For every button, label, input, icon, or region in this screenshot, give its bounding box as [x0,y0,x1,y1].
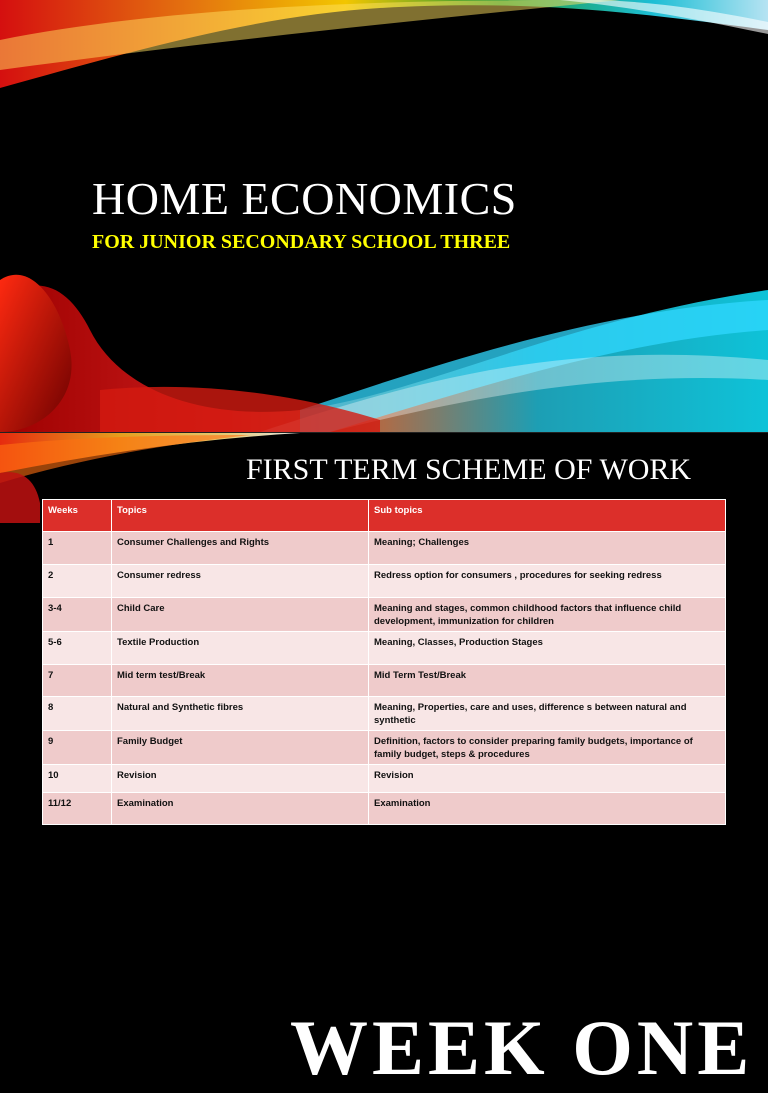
cell-week: 3-4 [43,598,112,632]
cell-week: 10 [43,765,112,793]
table-header-row [43,500,726,532]
cell-topic: Textile Production [112,632,369,665]
title-slide [0,0,768,432]
table-row [43,532,726,565]
table-row [43,765,726,793]
next-slide-title-partial: WEEK ONE [290,1004,754,1091]
cell-topic: Consumer Challenges and Rights [112,532,369,565]
table-row [43,793,726,825]
cell-topic: Examination [112,793,369,825]
cell-subtopic: Meaning, Properties, care and uses, difference s between natural and synthetic [369,697,726,731]
cell-subtopic: Examination [369,793,726,825]
scheme-title: FIRST TERM SCHEME OF WORK [246,453,692,486]
slide-subtitle: FOR JUNIOR SECONDARY SCHOOL THREE [92,231,511,253]
scheme-table [42,499,726,825]
cell-subtopic: Definition, factors to consider preparing family budgets, importance of family budget, steps & procedures [369,731,726,765]
table-row [43,632,726,665]
header-weeks: Weeks [43,500,112,532]
scheme-of-work-slide [0,433,768,1091]
cell-subtopic: Meaning and stages, common childhood factors that influence child development, immunization for children [369,598,726,632]
table-row [43,665,726,697]
cell-week: 2 [43,565,112,598]
cell-subtopic: Meaning, Classes, Production Stages [369,632,726,665]
slide-title: HOME ECONOMICS [92,173,517,224]
cell-week: 11/12 [43,793,112,825]
cell-topic: Mid term test/Break [112,665,369,697]
table-row [43,697,726,731]
cell-topic: Family Budget [112,731,369,765]
cell-week: 8 [43,697,112,731]
cell-week: 1 [43,532,112,565]
cell-subtopic: Redress option for consumers , procedures for seeking redress [369,565,726,598]
cell-subtopic: Meaning; Challenges [369,532,726,565]
header-topics: Topics [112,500,369,532]
table-row [43,565,726,598]
table-row [43,598,726,632]
cell-topic: Consumer redress [112,565,369,598]
table-row [43,731,726,765]
header-subtopics: Sub topics [369,500,726,532]
cell-week: 7 [43,665,112,697]
cell-topic: Revision [112,765,369,793]
cell-subtopic: Mid Term Test/Break [369,665,726,697]
cell-week: 9 [43,731,112,765]
cell-week: 5-6 [43,632,112,665]
cell-topic: Child Care [112,598,369,632]
cell-subtopic: Revision [369,765,726,793]
cell-topic: Natural and Synthetic fibres [112,697,369,731]
